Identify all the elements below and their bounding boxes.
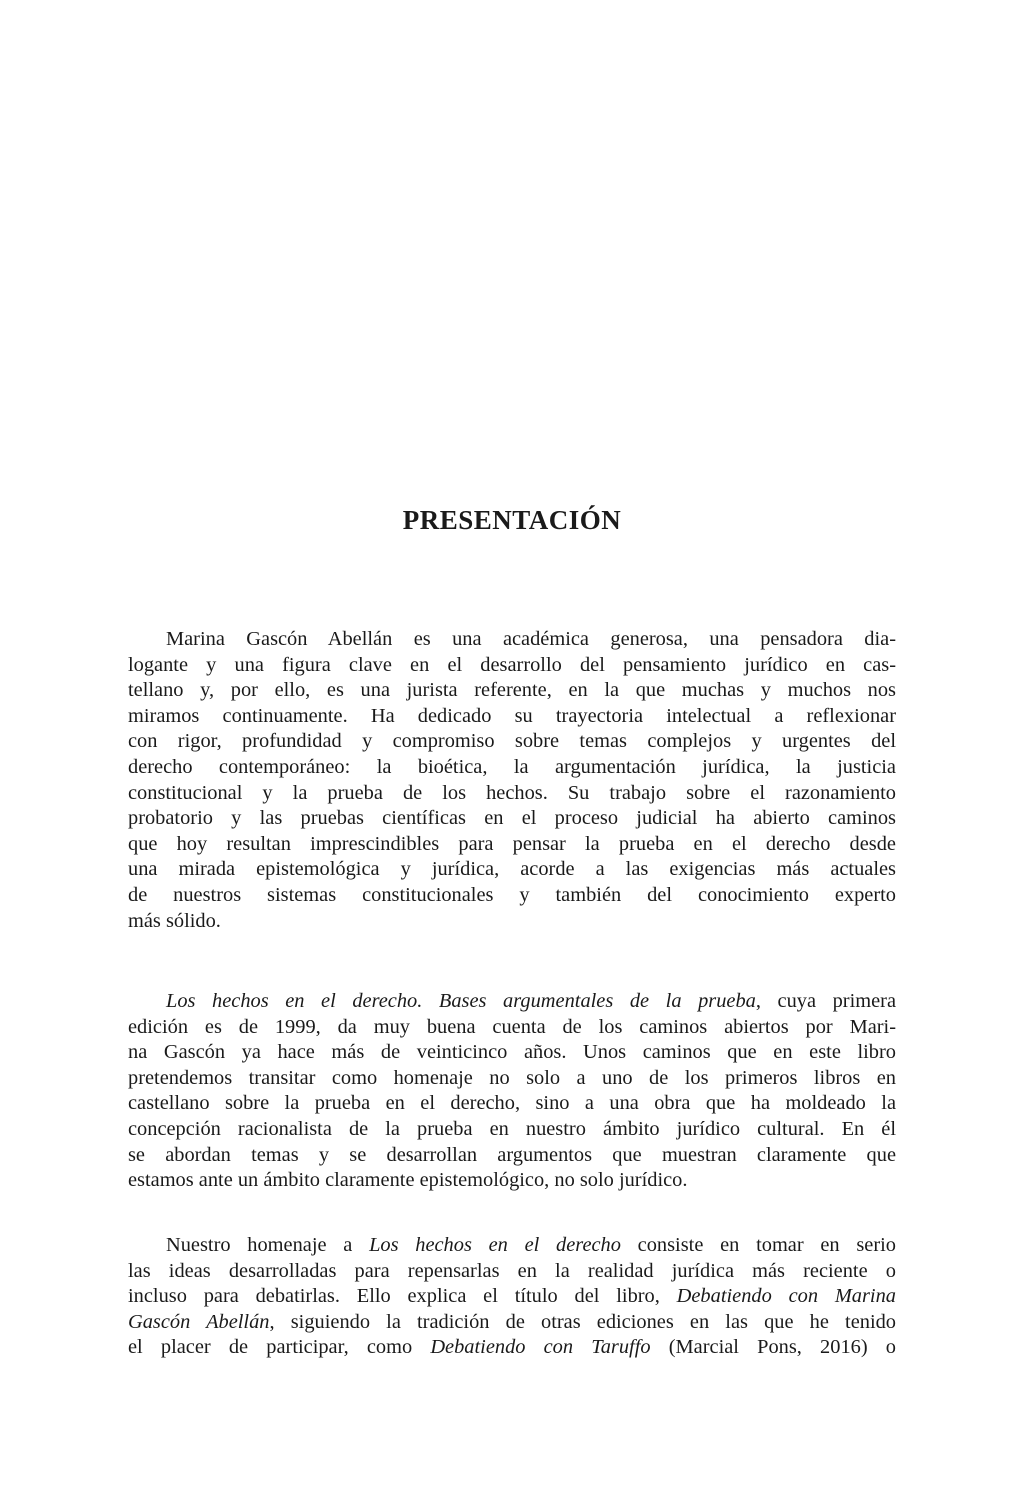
text-line: logante y una figura clave en el desarrollo del pensamiento jurídico en cas- bbox=[128, 653, 896, 676]
text-line: na Gascón ya hace más de veinticinco años. Unos caminos que en este libro bbox=[128, 1041, 896, 1064]
text-line bbox=[128, 989, 896, 1015]
text-line: que hoy resultan imprescindibles para pensar la prueba en el derecho desde bbox=[128, 832, 896, 855]
text-line: las ideas desarrolladas para repensarlas en la realidad jurídica más reciente o bbox=[128, 1259, 896, 1282]
text-fragment: el placer de participar, como bbox=[128, 1336, 431, 1359]
text-line bbox=[128, 1335, 896, 1361]
text-line: probatorio y las pruebas científicas en el proceso judicial ha abierto caminos bbox=[128, 807, 896, 830]
text-line: más sólido. bbox=[128, 909, 221, 932]
text-line: concepción racionalista de la prueba en nuestro ámbito jurídico cultural. En él bbox=[128, 1117, 896, 1140]
book-title-italic: Debatiendo con Marina bbox=[676, 1285, 896, 1308]
paragraph-1 bbox=[128, 627, 896, 934]
text-line: edición es de 1999, da muy buena cuenta de los caminos abiertos por Mari- bbox=[128, 1015, 896, 1038]
text-line: con rigor, profundidad y compromiso sobre temas complejos y urgentes del bbox=[128, 730, 896, 753]
text-line: de nuestros sistemas constitucionales y también del conocimiento experto bbox=[128, 883, 896, 906]
text-line bbox=[128, 1233, 896, 1259]
paragraph-2 bbox=[128, 989, 896, 1194]
paragraph-3 bbox=[128, 1233, 896, 1361]
text-line: se abordan temas y se desarrollan argumentos que muestran claramente que bbox=[128, 1143, 896, 1166]
text-fragment: (Marcial Pons, 2016) o bbox=[650, 1336, 896, 1359]
text-line bbox=[128, 1284, 896, 1310]
text-fragment: incluso para debatirlas. Ello explica el título del libro, bbox=[128, 1285, 677, 1308]
book-title-italic: Gascón Abellán bbox=[128, 1310, 270, 1333]
text-line: constitucional y la prueba de los hechos. Su trabajo sobre el razonamiento bbox=[128, 781, 896, 804]
text-line: estamos ante un ámbito claramente epistemológico, no solo jurídico. bbox=[128, 1169, 688, 1192]
text-line: una mirada epistemológica y jurídica, acorde a las exigencias más actuales bbox=[128, 858, 896, 881]
text-fragment: consiste en tomar en serio bbox=[620, 1234, 896, 1256]
text-fragment: , cuya primera bbox=[755, 990, 897, 1012]
text-line: pretendemos transitar como homenaje no solo a uno de los primeros libros en bbox=[128, 1066, 896, 1089]
text-fragment: , siguiendo la tradición de otras ediciones en las que he tenido bbox=[269, 1310, 897, 1333]
text-line: Marina Gascón Abellán es una académica generosa, una pensadora dia- bbox=[166, 628, 896, 650]
text-line: castellano sobre la prueba en el derecho, sino a una obra que ha moldeado la bbox=[128, 1092, 896, 1115]
text-line: tellano y, por ello, es una jurista referente, en la que muchas y muchos nos bbox=[128, 679, 896, 702]
book-title-italic: Los hechos en el derecho. Bases argumentales de la prueba bbox=[166, 990, 756, 1012]
text-line bbox=[128, 1310, 896, 1336]
text-fragment: Nuestro homenaje a bbox=[166, 1234, 370, 1256]
book-title-italic: Debatiendo con Taruffo bbox=[430, 1336, 651, 1359]
text-line: miramos continuamente. Ha dedicado su trayectoria intelectual a reflexionar bbox=[128, 704, 896, 727]
book-title-italic: Los hechos en el derecho bbox=[369, 1234, 621, 1256]
page-title: PRESENTACIÓN bbox=[402, 505, 622, 535]
text-line: derecho contemporáneo: la bioética, la argumentación jurídica, la justicia bbox=[128, 755, 896, 778]
